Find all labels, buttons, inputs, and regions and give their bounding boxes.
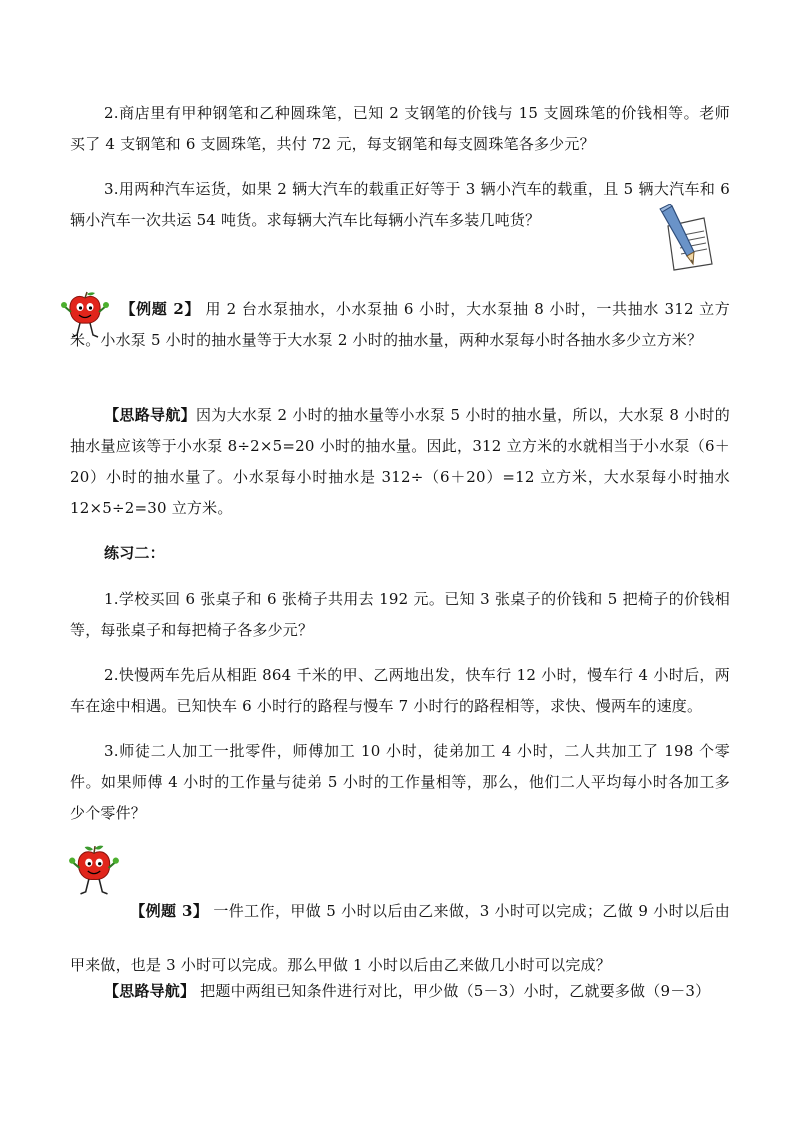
example-2: 【例题 2】 用 2 台水泵抽水，小水泵抽 6 小时，大水泵抽 8 小时，一共抽水 312 立方米。小水泵 5 小时的抽水量等于大水泵 2 小时的抽水量，两种水泵每小时各抽水多少立方米？ [70,300,730,349]
pencil-paper-icon [654,204,716,272]
practice1-question-3: 3.用两种汽车运货，如果 2 辆大汽车的载重正好等于 3 辆小汽车的载重，且 5 辆大汽车和 6 辆小汽车一次共运 54 吨货。求每辆大汽车比每辆小汽车多装几吨货？ [70,180,730,229]
practice2-question-3: 3.师徒二人加工一批零件，师傅加工 10 小时，徒弟加工 4 小时，二人共加工了 198 个零件。如果师傅 4 小时的工作量与徒弟 5 小时的工作量相等，那么，他们二人平均每小时各加工多少个零件？ [70,742,730,822]
guide-3: 【思路导航】 把题中两组已知条件进行对比，甲少做（5－3）小时，乙就要多做（9－3） [104,982,711,1000]
example-3: 【例题 3】 一件工作，甲做 5 小时以后由乙来做，3 小时可以完成；乙做 9 小时以后由甲来做，也是 3 小时可以完成。那么甲做 1 小时以后由乙来做几小时可以完成？ [70,902,730,974]
practice2-question-2: 2.快慢两车先后从相距 864 千米的甲、乙两地出发，快车行 12 小时，慢车行 4 小时后，两车在途中相遇。已知快车 6 小时行的路程与慢车 7 小时行的路程相等，求快、慢两车的速度。 [70,666,730,715]
guide-2: 【思路导航】因为大水泵 2 小时的抽水量等小水泵 5 小时的抽水量，所以，大水泵 8 小时的抽水量应该等于小水泵 8÷2×5=20 小时的抽水量。因此，312 立方米的水就相当于小水泵（6＋20）小时的抽水量了。小水泵每小时抽水是 312÷（6＋20）=12 立方米，大水泵每小时抽水 12×5÷2=30 立方米。 [70,406,731,517]
practice2-heading: 练习二： [104,544,165,562]
practice2-question-1: 1.学校买回 6 张桌子和 6 张椅子共用去 192 元。已知 3 张桌子的价钱和 5 把椅子的价钱相等，每张桌子和每把椅子各多少元？ [70,590,730,639]
practice1-question-2: 2.商店里有甲种钢笔和乙种圆珠笔，已知 2 支钢笔的价钱与 15 支圆珠笔的价钱相等。老师买了 4 支钢笔和 6 支圆珠笔，共付 72 元，每支钢笔和每支圆珠笔各多少元？ [70,104,730,153]
